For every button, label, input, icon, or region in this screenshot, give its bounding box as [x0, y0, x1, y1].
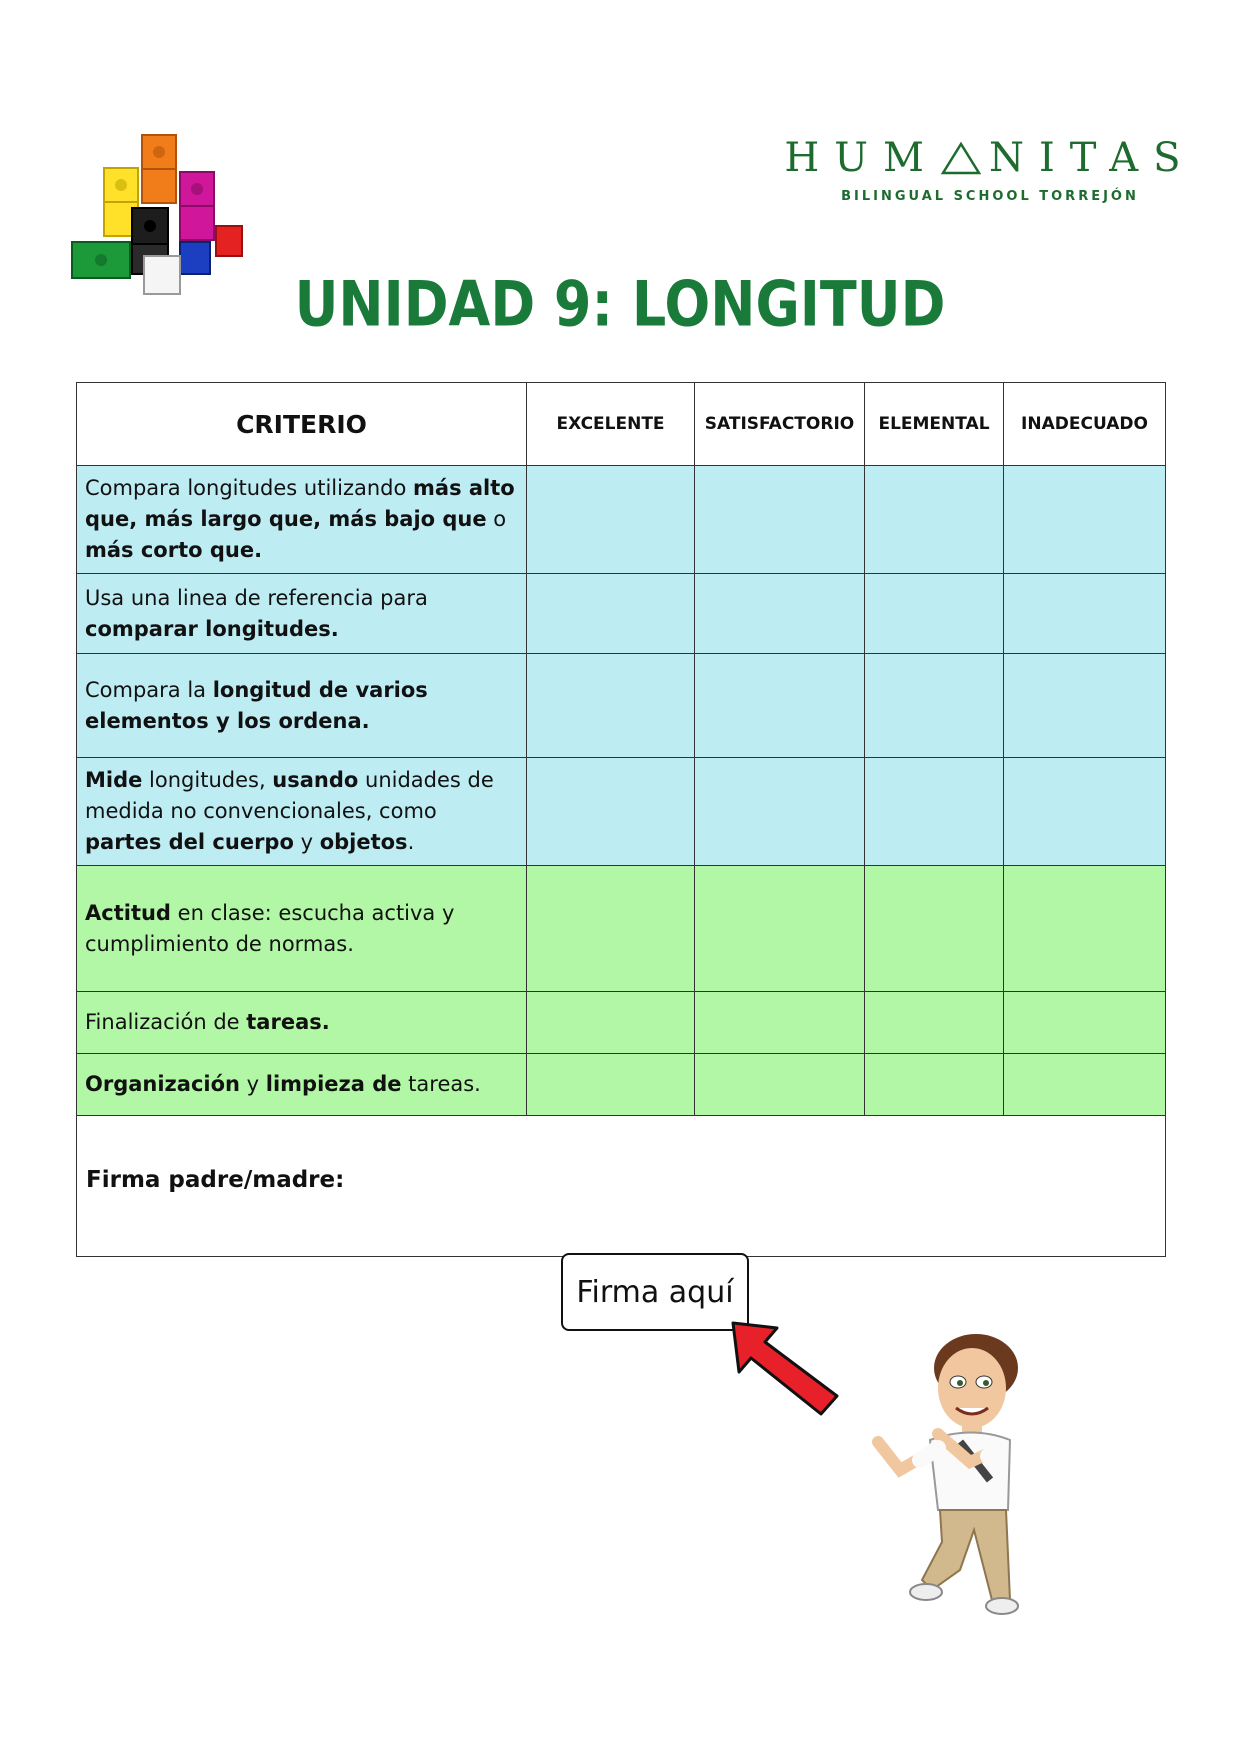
rating-cell-elemental[interactable]	[865, 1054, 1004, 1116]
triangle-icon	[941, 141, 981, 175]
rubric-row	[77, 992, 1166, 1054]
criterion-bold-text: comparar longitudes.	[85, 616, 339, 641]
rubric-row	[77, 654, 1166, 758]
rating-cell-satisfactorio[interactable]	[695, 654, 865, 758]
rating-cell-excelente[interactable]	[527, 758, 695, 866]
rating-cell-elemental[interactable]	[865, 466, 1004, 574]
rating-cell-inadecuado[interactable]	[1004, 992, 1166, 1054]
criterion-bold-text: más corto que.	[85, 538, 263, 562]
signature-cell	[77, 1116, 1166, 1257]
header-excelente: EXCELENTE	[527, 383, 695, 466]
criterion-plain-text: Compara la	[85, 677, 213, 702]
rating-cell-inadecuado[interactable]	[1004, 1054, 1166, 1116]
header-criterio: CRITERIO	[77, 383, 527, 466]
rating-cell-inadecuado[interactable]	[1004, 758, 1166, 866]
criterion-plain-text: longitudes,	[142, 768, 273, 792]
criterion-text	[77, 1054, 527, 1116]
criterion-bold-text: longitud de varios elementos y los ordena.	[85, 677, 428, 733]
rating-cell-inadecuado[interactable]	[1004, 866, 1166, 992]
rating-cell-satisfactorio[interactable]	[695, 1054, 865, 1116]
rating-cell-satisfactorio[interactable]	[695, 992, 865, 1054]
criterion-plain-text: Finalización de	[85, 1010, 247, 1034]
school-name-right: NITAS	[988, 135, 1196, 181]
criterion-bold-text: usando	[272, 768, 359, 792]
school-subtitle: BILINGUAL SCHOOL TORREJÓN	[841, 189, 1139, 204]
criterion-bold-text: objetos	[319, 830, 408, 854]
rating-cell-inadecuado[interactable]	[1004, 574, 1166, 654]
rating-cell-excelente[interactable]	[527, 992, 695, 1054]
criterion-plain-text: tareas.	[401, 1072, 481, 1096]
criterion-text	[77, 654, 527, 758]
criterion-bold-text: Actitud	[85, 900, 171, 925]
rating-cell-inadecuado[interactable]	[1004, 466, 1166, 574]
rubric-row	[77, 466, 1166, 574]
header-inadecuado: INADECUADO	[1004, 383, 1166, 466]
rating-cell-excelente[interactable]	[527, 654, 695, 758]
criterion-plain-text: unidades de medida no convencionales, como	[85, 768, 494, 823]
criterion-bold-text: Mide	[85, 768, 143, 792]
teacher-avatar-image	[860, 1330, 1060, 1630]
signature-label: Firma padre/madre:	[86, 1167, 345, 1193]
rubric-row	[77, 758, 1166, 866]
sign-here-button[interactable]: Firma aquí	[561, 1253, 749, 1331]
criterion-plain-text: Usa una linea de referencia para	[85, 585, 428, 610]
rubric-row	[77, 866, 1166, 992]
rating-cell-excelente[interactable]	[527, 866, 695, 992]
criterion-plain-text: .	[407, 830, 415, 854]
criterion-plain-text: o	[486, 507, 507, 531]
criterion-text	[77, 758, 527, 866]
header-elemental: ELEMENTAL	[865, 383, 1004, 466]
school-name	[780, 135, 1200, 181]
criterion-bold-text: limpieza de	[265, 1072, 402, 1096]
criterion-text	[77, 866, 527, 992]
criterion-text	[77, 466, 527, 574]
rating-cell-elemental[interactable]	[865, 758, 1004, 866]
rubric-row	[77, 1054, 1166, 1116]
rubric-row	[77, 574, 1166, 654]
rating-cell-inadecuado[interactable]	[1004, 654, 1166, 758]
rating-cell-excelente[interactable]	[527, 466, 695, 574]
rating-cell-excelente[interactable]	[527, 1054, 695, 1116]
criterion-bold-text: partes del cuerpo	[85, 830, 294, 854]
rating-cell-elemental[interactable]	[865, 654, 1004, 758]
criterion-bold-text: más alto que, más largo que, más bajo que	[85, 476, 515, 531]
school-logo	[780, 135, 1200, 204]
rating-cell-satisfactorio[interactable]	[695, 574, 865, 654]
signature-row	[77, 1116, 1166, 1257]
rating-cell-satisfactorio[interactable]	[695, 758, 865, 866]
criterion-plain-text: y	[293, 830, 320, 854]
criterion-plain-text: en clase: escucha activa y cumplimiento de normas.	[85, 900, 455, 956]
rating-cell-elemental[interactable]	[865, 866, 1004, 992]
rating-cell-excelente[interactable]	[527, 574, 695, 654]
red-arrow-icon	[725, 1318, 845, 1418]
school-name-left: HUM	[784, 135, 939, 181]
page-title: UNIDAD 9: LONGITUD	[294, 268, 946, 341]
criterion-text	[77, 992, 527, 1054]
rating-cell-elemental[interactable]	[865, 574, 1004, 654]
rating-cell-satisfactorio[interactable]	[695, 866, 865, 992]
criterion-plain-text: y	[239, 1072, 266, 1096]
criterion-bold-text: Organización	[85, 1072, 240, 1096]
rating-cell-elemental[interactable]	[865, 992, 1004, 1054]
criterion-plain-text: Compara longitudes utilizando	[85, 476, 414, 500]
criterion-bold-text: tareas.	[246, 1010, 330, 1034]
rating-cell-satisfactorio[interactable]	[695, 466, 865, 574]
rubric-table	[76, 382, 1166, 1257]
header-satisfactorio: SATISFACTORIO	[695, 383, 865, 466]
criterion-text	[77, 574, 527, 654]
table-header-row	[77, 383, 1166, 466]
